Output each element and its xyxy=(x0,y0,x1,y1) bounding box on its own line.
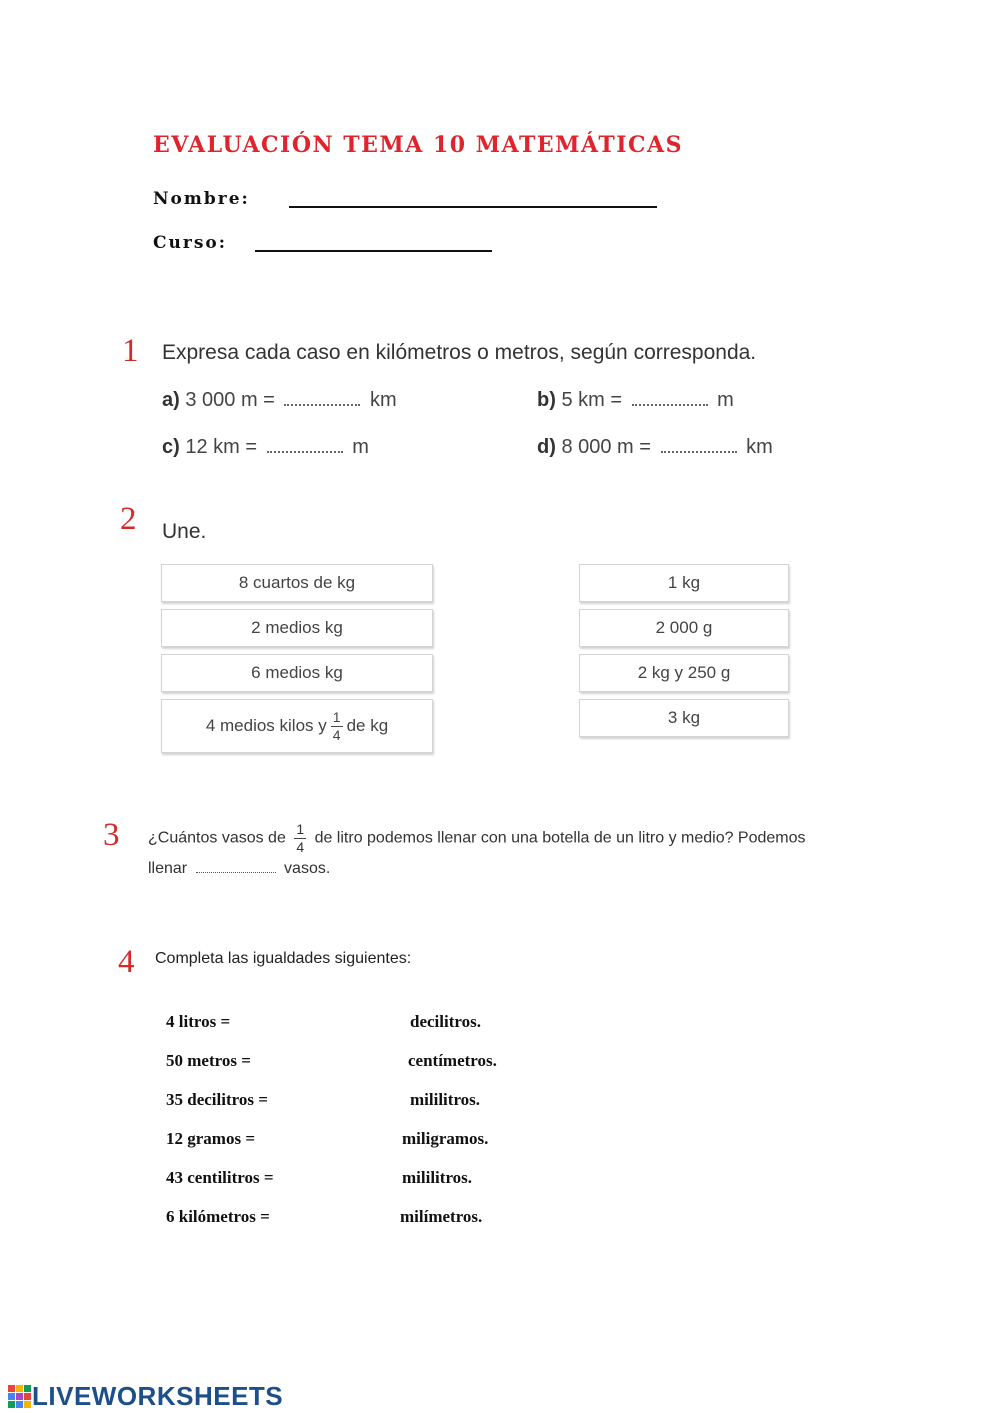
equality-5-right: mililitros. xyxy=(402,1168,473,1187)
match-left-card-2[interactable]: 2 medios kg xyxy=(161,609,433,647)
q1-item-a-letter: a) xyxy=(162,389,180,411)
equality-1-answer[interactable] xyxy=(262,1012,397,1034)
match-right-card-2[interactable]: 2 000 g xyxy=(579,609,789,647)
equality-4-left: 12 gramos = xyxy=(166,1129,256,1148)
question-3-answer[interactable] xyxy=(196,862,276,873)
q1-item-b-expression: 5 km = xyxy=(561,389,623,411)
course-label: Curso: xyxy=(153,233,228,253)
question-3-line-1 xyxy=(148,821,806,856)
equality-5-left: 43 centilitros = xyxy=(166,1168,274,1187)
equality-2-left: 50 metros = xyxy=(166,1051,251,1070)
q1-item-a-expression: 3 000 m = xyxy=(185,389,275,411)
equality-5-answer[interactable] xyxy=(306,1168,396,1190)
q1-item-d-letter: d) xyxy=(537,436,556,458)
q1-item-d-unit: km xyxy=(746,436,773,458)
equality-1-right: decilitros. xyxy=(410,1012,481,1031)
equality-6-answer[interactable] xyxy=(300,1207,394,1229)
match-left-card-3[interactable]: 6 medios kg xyxy=(161,654,433,692)
question-3-line-2 xyxy=(148,860,330,878)
fraction-numerator: 1 xyxy=(296,821,305,837)
fraction-denominator: 4 xyxy=(296,839,305,855)
equality-1-left: 4 litros = xyxy=(166,1012,231,1031)
question-1-instruction: Expresa cada caso en kilómetros o metros, según corresponda. xyxy=(162,341,757,364)
question-3-line-2-before: llenar xyxy=(148,860,188,877)
liveworksheets-brand-text: LIVEWORKSHEETS xyxy=(32,1381,284,1411)
course-field[interactable] xyxy=(255,250,492,252)
equality-3-right: mililitros. xyxy=(410,1090,481,1109)
question-3-text-after: de litro podemos llenar con una botella de un litro y medio? Podemos xyxy=(314,829,806,847)
equality-2-right: centímetros. xyxy=(408,1051,497,1070)
question-3-number: 3 xyxy=(103,817,120,853)
match-left-card-4-after: de kg xyxy=(346,716,389,735)
match-left-card-4-fraction xyxy=(331,709,343,744)
q1-item-d xyxy=(537,436,773,459)
equality-3-left: 35 decilitros = xyxy=(166,1090,268,1109)
equality-3-answer[interactable] xyxy=(300,1090,400,1112)
q1-item-c-answer[interactable] xyxy=(267,437,343,453)
liveworksheets-logo-icon xyxy=(8,1385,32,1409)
name-label: Nombre: xyxy=(153,189,250,209)
q1-item-c-expression: 12 km = xyxy=(185,436,258,458)
question-4-number: 4 xyxy=(118,944,135,980)
q1-item-a-unit: km xyxy=(370,389,397,411)
match-right-card-4[interactable]: 3 kg xyxy=(579,699,789,737)
question-3-fraction xyxy=(294,821,306,856)
equality-4-answer[interactable] xyxy=(286,1129,394,1151)
match-right-card-1[interactable]: 1 kg xyxy=(579,564,789,602)
match-left-card-4[interactable] xyxy=(161,699,433,753)
equality-2-answer[interactable] xyxy=(282,1051,400,1073)
liveworksheets-logo xyxy=(8,1381,283,1412)
q1-item-b-unit: m xyxy=(717,389,734,411)
q1-item-b-letter: b) xyxy=(537,389,556,411)
equality-6-left: 6 kilómetros = xyxy=(166,1207,270,1226)
q1-item-d-answer[interactable] xyxy=(661,437,737,453)
question-2-instruction: Une. xyxy=(162,520,207,543)
q1-item-a-answer[interactable] xyxy=(284,390,360,406)
equality-4-right: miligramos. xyxy=(402,1129,489,1148)
q1-item-b-answer[interactable] xyxy=(632,390,708,406)
question-1-number: 1 xyxy=(122,333,139,369)
match-left-card-1[interactable]: 8 cuartos de kg xyxy=(161,564,433,602)
match-left-card-4-before: 4 medios kilos y xyxy=(205,716,327,735)
q1-item-a xyxy=(162,389,397,412)
fraction-denominator: 4 xyxy=(332,726,341,743)
question-2-number: 2 xyxy=(120,501,137,537)
question-3-line-2-after: vasos. xyxy=(284,860,331,877)
q1-item-c-letter: c) xyxy=(162,436,180,458)
question-4-instruction: Completa las igualdades siguientes: xyxy=(155,950,412,967)
match-right-card-3[interactable]: 2 kg y 250 g xyxy=(579,654,789,692)
q1-item-d-expression: 8 000 m = xyxy=(561,436,651,458)
name-field[interactable] xyxy=(289,206,657,208)
equality-6-right: milímetros. xyxy=(400,1207,483,1226)
page-title: EVALUACIÓN TEMA 10 MATEMÁTICAS xyxy=(153,132,683,158)
question-3-text-before: ¿Cuántos vasos de xyxy=(148,829,286,847)
q1-item-c xyxy=(162,436,369,459)
q1-item-b xyxy=(537,389,734,412)
fraction-numerator: 1 xyxy=(332,708,341,725)
q1-item-c-unit: m xyxy=(352,436,369,458)
